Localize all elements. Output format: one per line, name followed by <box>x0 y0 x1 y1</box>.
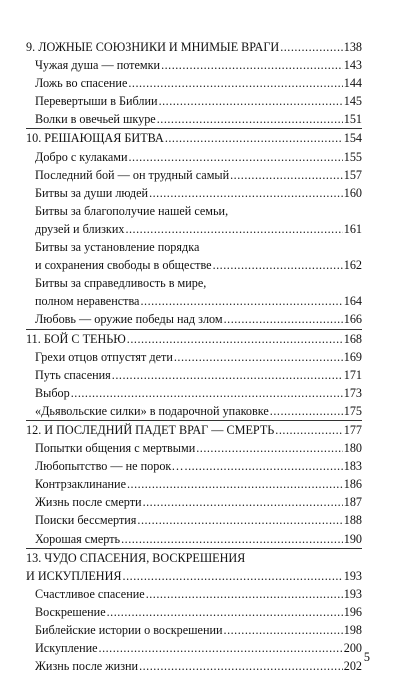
entry-title: Искупление <box>35 641 98 656</box>
entry-page: 188 <box>343 513 362 528</box>
dot-leader <box>128 74 342 92</box>
toc-entry <box>26 603 362 621</box>
toc-entry <box>26 184 362 202</box>
dot-leader <box>107 603 343 621</box>
dot-leader <box>146 585 343 603</box>
entry-title: Поиски бессмертия <box>35 513 137 528</box>
entry-title: Любовь — оружие победы над злом <box>35 312 223 327</box>
entry-title: Библейские истории о воскрешении <box>35 623 223 637</box>
entry-title: Ложь во спасение <box>35 76 128 91</box>
chapter-title-line1: 13. ЧУДО СПАСЕНИЯ, ВОСКРЕШЕНИЯ <box>26 550 246 565</box>
toc-entry <box>26 621 362 639</box>
toc-entry <box>26 511 362 529</box>
dot-leader <box>196 439 342 457</box>
toc-entry <box>26 74 362 92</box>
entry-page: 196 <box>343 604 362 619</box>
entry-page: 175 <box>343 403 362 418</box>
entry-title: Добро с кулаками <box>35 149 128 164</box>
toc-entry <box>26 457 362 475</box>
entry-page: 186 <box>343 477 362 492</box>
chapter-heading <box>26 129 362 147</box>
toc-entry <box>26 657 362 675</box>
chapter-page: 177 <box>343 422 362 437</box>
entry-page: 190 <box>343 531 362 546</box>
entry-title: Битвы за души людей <box>35 185 149 200</box>
dot-leader <box>280 38 343 56</box>
dot-leader <box>143 493 343 511</box>
chapter-title: 12. И ПОСЛЕДНИЙ ПАДЕТ ВРАГ — СМЕРТЬ <box>26 422 275 437</box>
entry-page: 155 <box>343 149 362 164</box>
entry-title: Волки в овечьей шкуре <box>35 112 156 127</box>
page-number: 5 <box>363 650 370 664</box>
entry-title: Счастливое спасение <box>35 586 145 601</box>
chapter-page: 138 <box>343 40 362 54</box>
entry-title-line1: Битвы за установление порядка <box>35 240 200 255</box>
dot-leader <box>165 129 343 147</box>
chapter-page: 193 <box>343 568 362 583</box>
dot-leader <box>112 366 343 384</box>
dot-leader <box>127 475 343 493</box>
dot-leader <box>161 56 343 74</box>
toc-entry <box>26 110 362 128</box>
entry-title: Воскрешение <box>35 604 106 619</box>
entry-page: 145 <box>343 94 362 109</box>
entry-title: Последний бой — он трудный самый <box>35 167 230 182</box>
dot-leader <box>270 402 343 420</box>
toc-entry <box>26 639 362 657</box>
dot-leader <box>149 184 343 202</box>
dot-leader <box>224 621 343 639</box>
entry-title: Выбор <box>35 385 70 400</box>
entry-title: полном неравенства <box>35 294 140 309</box>
chapter-title: 9. ЛОЖНЫЕ СОЮЗНИКИ И МНИМЫЕ ВРАГИ <box>26 40 280 54</box>
entry-page: 169 <box>343 349 362 364</box>
entry-page: 198 <box>343 623 362 637</box>
toc-entry <box>26 310 362 328</box>
chapter-heading <box>26 38 362 56</box>
toc-entry <box>26 92 362 110</box>
chapter-heading <box>26 330 362 348</box>
entry-page: 166 <box>343 312 362 327</box>
dot-leader <box>139 657 343 675</box>
entry-page: 202 <box>343 659 362 674</box>
entry-page: 171 <box>343 367 362 382</box>
table-of-contents <box>26 38 362 675</box>
entry-title: Хорошая смерть <box>35 531 121 546</box>
chapter-heading <box>26 421 362 439</box>
toc-entry <box>26 384 362 402</box>
entry-page: 161 <box>343 221 362 236</box>
chapter-title: 11. БОЙ С ТЕНЬЮ <box>26 331 126 346</box>
entry-page: 164 <box>343 294 362 309</box>
entry-title: Жизнь после смерти <box>35 495 142 510</box>
entry-title-line1: Битвы за благополучие нашей семьи, <box>35 203 229 218</box>
entry-page: 157 <box>343 167 362 182</box>
toc-entry <box>26 439 362 457</box>
dot-leader <box>123 567 343 585</box>
dot-leader <box>224 310 343 328</box>
toc-entry <box>26 493 362 511</box>
dot-leader <box>275 421 342 439</box>
dot-leader <box>157 110 343 128</box>
chapter-page: 154 <box>343 131 362 146</box>
dot-leader <box>125 220 342 238</box>
toc-entry <box>26 292 362 310</box>
entry-title: Перевертыши в Библии <box>35 94 158 109</box>
toc-entry <box>26 402 362 420</box>
entry-page: 193 <box>343 586 362 601</box>
toc-entry <box>26 366 362 384</box>
entry-page: 187 <box>343 495 362 510</box>
chapter-page: 168 <box>343 331 362 346</box>
dot-leader <box>137 511 342 529</box>
entry-title: Грехи отцов отпустят дети <box>35 349 173 364</box>
entry-page: 143 <box>343 58 362 73</box>
dot-leader <box>71 384 343 402</box>
chapter-heading <box>26 567 362 585</box>
toc-entry <box>26 148 362 166</box>
entry-title: и сохранения свободы в обществе <box>35 258 212 273</box>
dot-leader <box>99 639 343 657</box>
dot-leader <box>128 148 342 166</box>
entry-page: 200 <box>343 641 362 656</box>
dot-leader <box>213 256 343 274</box>
entry-title: «Дьявольские силки» в подарочной упаковке <box>35 403 269 418</box>
entry-title: Жизнь после жизни <box>35 659 139 674</box>
entry-page: 144 <box>343 76 362 91</box>
entry-page: 160 <box>343 185 362 200</box>
chapter-title: 10. РЕШАЮЩАЯ БИТВА <box>26 131 164 146</box>
toc-entry <box>26 166 362 184</box>
toc-entry <box>26 475 362 493</box>
entry-title-line1: Битвы за справедливость в мире, <box>35 276 207 291</box>
entry-title: Попытки общения с мертвыми <box>35 441 196 456</box>
entry-page: 151 <box>343 112 362 127</box>
toc-entry <box>26 56 362 74</box>
entry-title: друзей и близких <box>35 221 125 236</box>
dot-leader <box>127 330 343 348</box>
entry-title: Путь спасения <box>35 367 111 382</box>
toc-entry <box>26 256 362 274</box>
dot-leader <box>140 292 342 310</box>
chapter-title: И ИСКУПЛЕНИЯ <box>26 568 122 583</box>
toc-entry <box>26 585 362 603</box>
dot-leader <box>174 348 343 366</box>
dot-leader <box>121 530 343 548</box>
toc-entry <box>26 348 362 366</box>
entry-title: Чужая душа — потемки <box>35 58 161 73</box>
entry-page: 183 <box>343 459 362 474</box>
entry-title: Контрзаклинание <box>35 477 126 492</box>
toc-entry <box>26 220 362 238</box>
entry-page: 173 <box>343 385 362 400</box>
dot-leader <box>230 166 343 184</box>
dot-leader <box>185 457 343 475</box>
toc-entry <box>26 530 362 548</box>
entry-title: Любопытство — не порок… <box>35 459 184 474</box>
entry-page: 180 <box>343 441 362 456</box>
entry-page: 162 <box>343 258 362 273</box>
dot-leader <box>159 92 343 110</box>
